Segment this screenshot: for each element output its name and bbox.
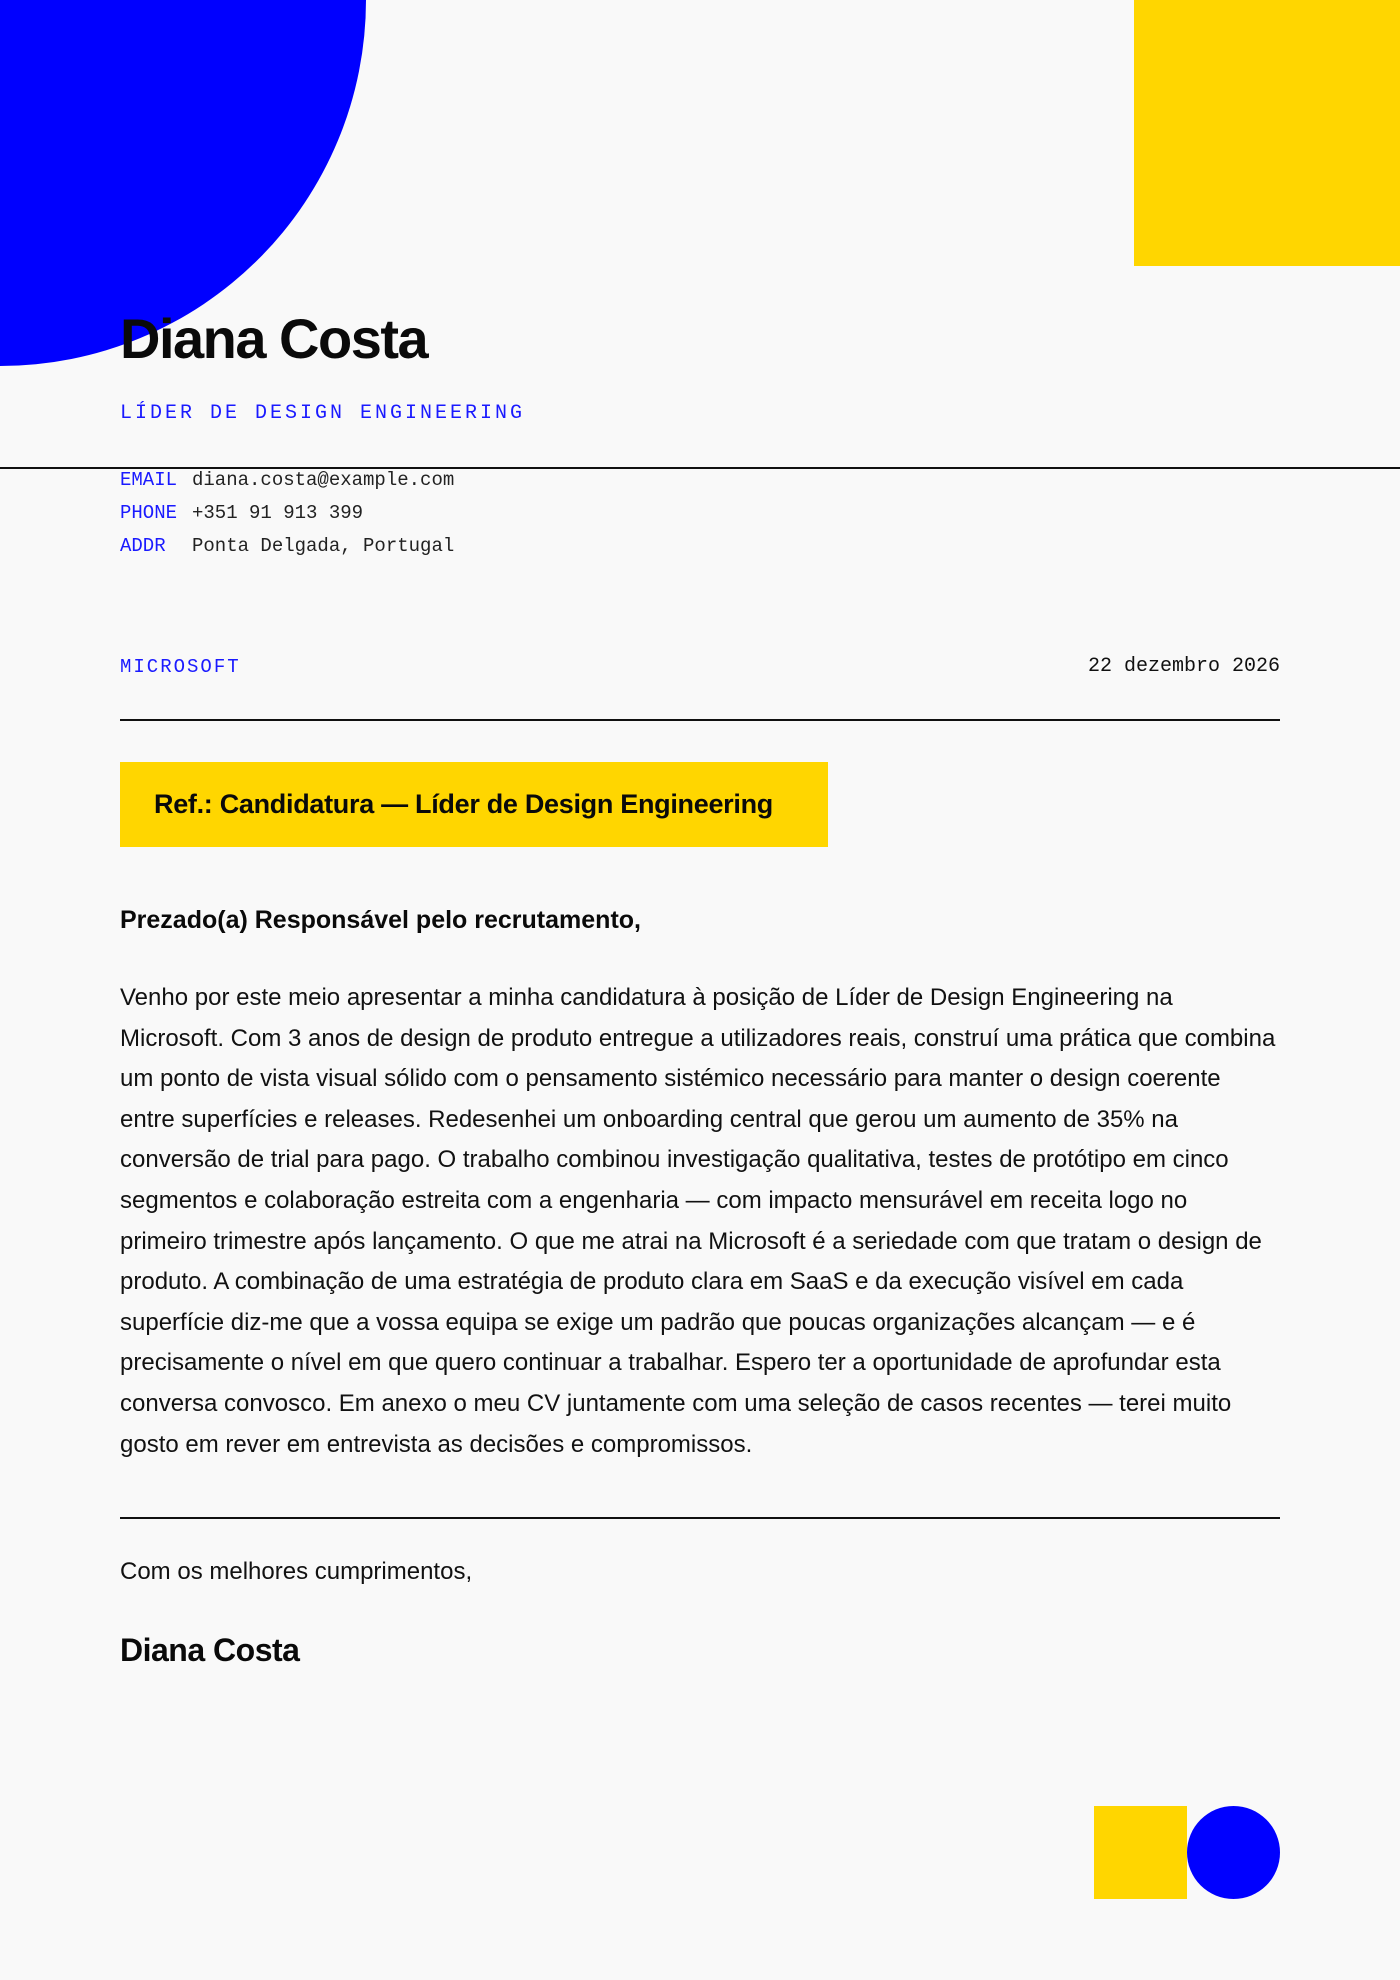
contact-address-label: ADDR <box>120 535 166 557</box>
signature-name: Diana Costa <box>120 1632 300 1668</box>
recipient-divider <box>120 719 1280 721</box>
reference-banner <box>120 762 828 847</box>
contact-address-value: Ponta Delgada, Portugal <box>192 535 455 557</box>
contact-phone-row <box>120 497 454 530</box>
contact-email-label: EMAIL <box>120 469 178 491</box>
contact-address-row <box>120 530 454 563</box>
reference-text: Ref.: Candidatura — Líder de Design Engineering <box>154 789 773 819</box>
closing-divider <box>120 1517 1280 1519</box>
recipient-company: MICROSOFT <box>120 656 241 678</box>
decorative-yellow-square <box>1094 1806 1187 1899</box>
decorative-yellow-rectangle <box>1134 0 1400 266</box>
salutation: Prezado(a) Responsável pelo recrutamento, <box>120 906 641 934</box>
contact-phone-value[interactable]: +351 91 913 399 <box>192 502 364 524</box>
contact-block <box>120 464 454 563</box>
contact-email-row <box>120 464 454 497</box>
letter-date: 22 dezembro 2026 <box>1087 655 1280 678</box>
sender-name: Diana Costa <box>120 307 428 370</box>
contact-email-value[interactable]: diana.costa@example.com <box>192 469 455 491</box>
contact-phone-label: PHONE <box>120 502 178 524</box>
closing-line: Com os melhores cumprimentos, <box>120 1558 473 1585</box>
letter-body: Venho por este meio apresentar a minha candidatura à posição de Líder de Design Engineering na Microsoft. Com 3 anos de design de produto entregue a utilizadores reais, construí uma prática que combina um ponto de vista visual sólido com o pensamento sistémico necessário para manter o design coerente entre superfícies e releases. Redesenhei um onboarding central que gerou um aumento de 35% na conversão de trial para pago. O trabalho combinou investigação qualitativa, testes de protótipo em cinco segmentos e colaboração estreita com a engenharia — com impacto mensurável em receita logo no primeiro trimestre após lançamento. O que me atrai na Microsoft é a seriedade com que tratam o design de produto. A combinação de uma estratégia de produto clara em SaaS e da execução visível em cada superfície diz-me que a vossa equipa se exige um padrão que poucas organizações alcançam — e é precisamente o nível em que quero continuar a trabalhar. Espero ter a oportunidade de aprofundar esta conversa convosco. Em anexo o meu CV juntamente com uma seleção de casos recentes — terei muito gosto em rever em entrevista as decisões e compromissos. <box>120 984 1276 1458</box>
decorative-blue-dot <box>1187 1806 1280 1899</box>
sender-role: LÍDER DE DESIGN ENGINEERING <box>120 402 526 425</box>
